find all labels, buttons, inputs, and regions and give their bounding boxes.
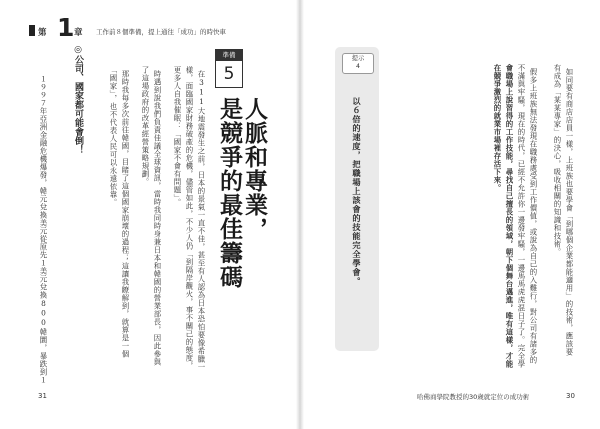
left-section-col-1: １９９７年亞洲金融危機爆發，韓元兌換美元從原先１美元兌換800韓圜，暴跌到１ bbox=[39, 75, 48, 384]
tip-label bbox=[342, 53, 374, 74]
left-body-col-2: 樣，面臨國家財務破產的危機，儘管如此，不少人仍「到隔岸觀火，事不關己的態度， bbox=[185, 66, 194, 370]
chapter-prefix: 第 bbox=[38, 28, 47, 38]
tip-label-line-1: 提示 bbox=[351, 55, 365, 62]
right-body-col-3: 假多上班族無法發現在職務處受到工作價值，或說為自己的入難行，對公司有諸多的 bbox=[529, 68, 538, 364]
right-body-col-1: 如同要有商店店員一樣，上班族也要學會「到哪個企業都能適用」的技術，應該要 bbox=[565, 68, 574, 356]
right-body-col-5: 會職場上說習得的工作技能，尋找自己擅長的領域，朝下個舞台邁進，唯有這樣，才能 bbox=[505, 64, 514, 368]
chapter-title: 工作前８個準備，提上通往「成功」的時快車 bbox=[96, 28, 226, 36]
book-gutter bbox=[296, 0, 304, 429]
chapter-suffix: 章 bbox=[74, 28, 83, 38]
subsection-heading: ◎公司、國家都可能會倒！ bbox=[73, 45, 83, 154]
chapter-number: 1 bbox=[57, 13, 75, 42]
heading-line-2: 是競爭的最佳籌碼 bbox=[216, 97, 242, 289]
tip-text: 以６倍的速度，把職場上該會的技能完全學會。 bbox=[352, 97, 362, 286]
right-body-col-6: 在競爭激烈的就業市場裡存活下來。 bbox=[493, 64, 502, 192]
right-page-number: 30 bbox=[566, 392, 575, 400]
section-heading-main bbox=[216, 97, 266, 289]
point-box bbox=[215, 49, 243, 88]
point-label: 準備 bbox=[216, 50, 242, 61]
right-body-col-4: 不滿與牢騷，現在的時代，已經不允許你一邊發牢騷，一邊馬馬虎虎混日子了。完全學 bbox=[517, 64, 526, 368]
left-page-number: 31 bbox=[38, 392, 47, 400]
heading-line-1: 人脈和專業， bbox=[241, 97, 267, 241]
left-body-col-1: 在311大地震發生之前，日本的景氣一直不佳，甚至有人認為日本恐怕要像希臘一 bbox=[197, 70, 206, 371]
point-number: 5 bbox=[223, 64, 235, 84]
left-body-col-6: 那時我每多次前往韓國，目睹了這個國家崩壞的過程；這讓我瞭解到，就算是一個 bbox=[121, 70, 130, 358]
tip-box bbox=[335, 47, 379, 351]
footer-book-title: 哈佛商學院教授的30歲就定位の成功術 bbox=[417, 393, 530, 401]
header-bar bbox=[29, 25, 35, 36]
left-body-col-5: 了這場政府的改革經營策略規劃。 bbox=[141, 66, 150, 186]
right-body-col-2: 有成為「某某專家」的決心，吸收相關的知識和技術。 bbox=[553, 64, 562, 256]
left-body-col-7: 「國家」，也不代表人民可以永遠依靠。 bbox=[109, 66, 118, 207]
left-body-col-3: 更多人自我催眠：「國家不會有問題」。 bbox=[173, 66, 182, 207]
tip-label-line-2: 4 bbox=[355, 63, 360, 70]
left-body-col-4: 時遇到說我們負責佳議全球資訊，當時我同時身兼日本和韓國的營業部長，因此參與 bbox=[153, 70, 162, 366]
